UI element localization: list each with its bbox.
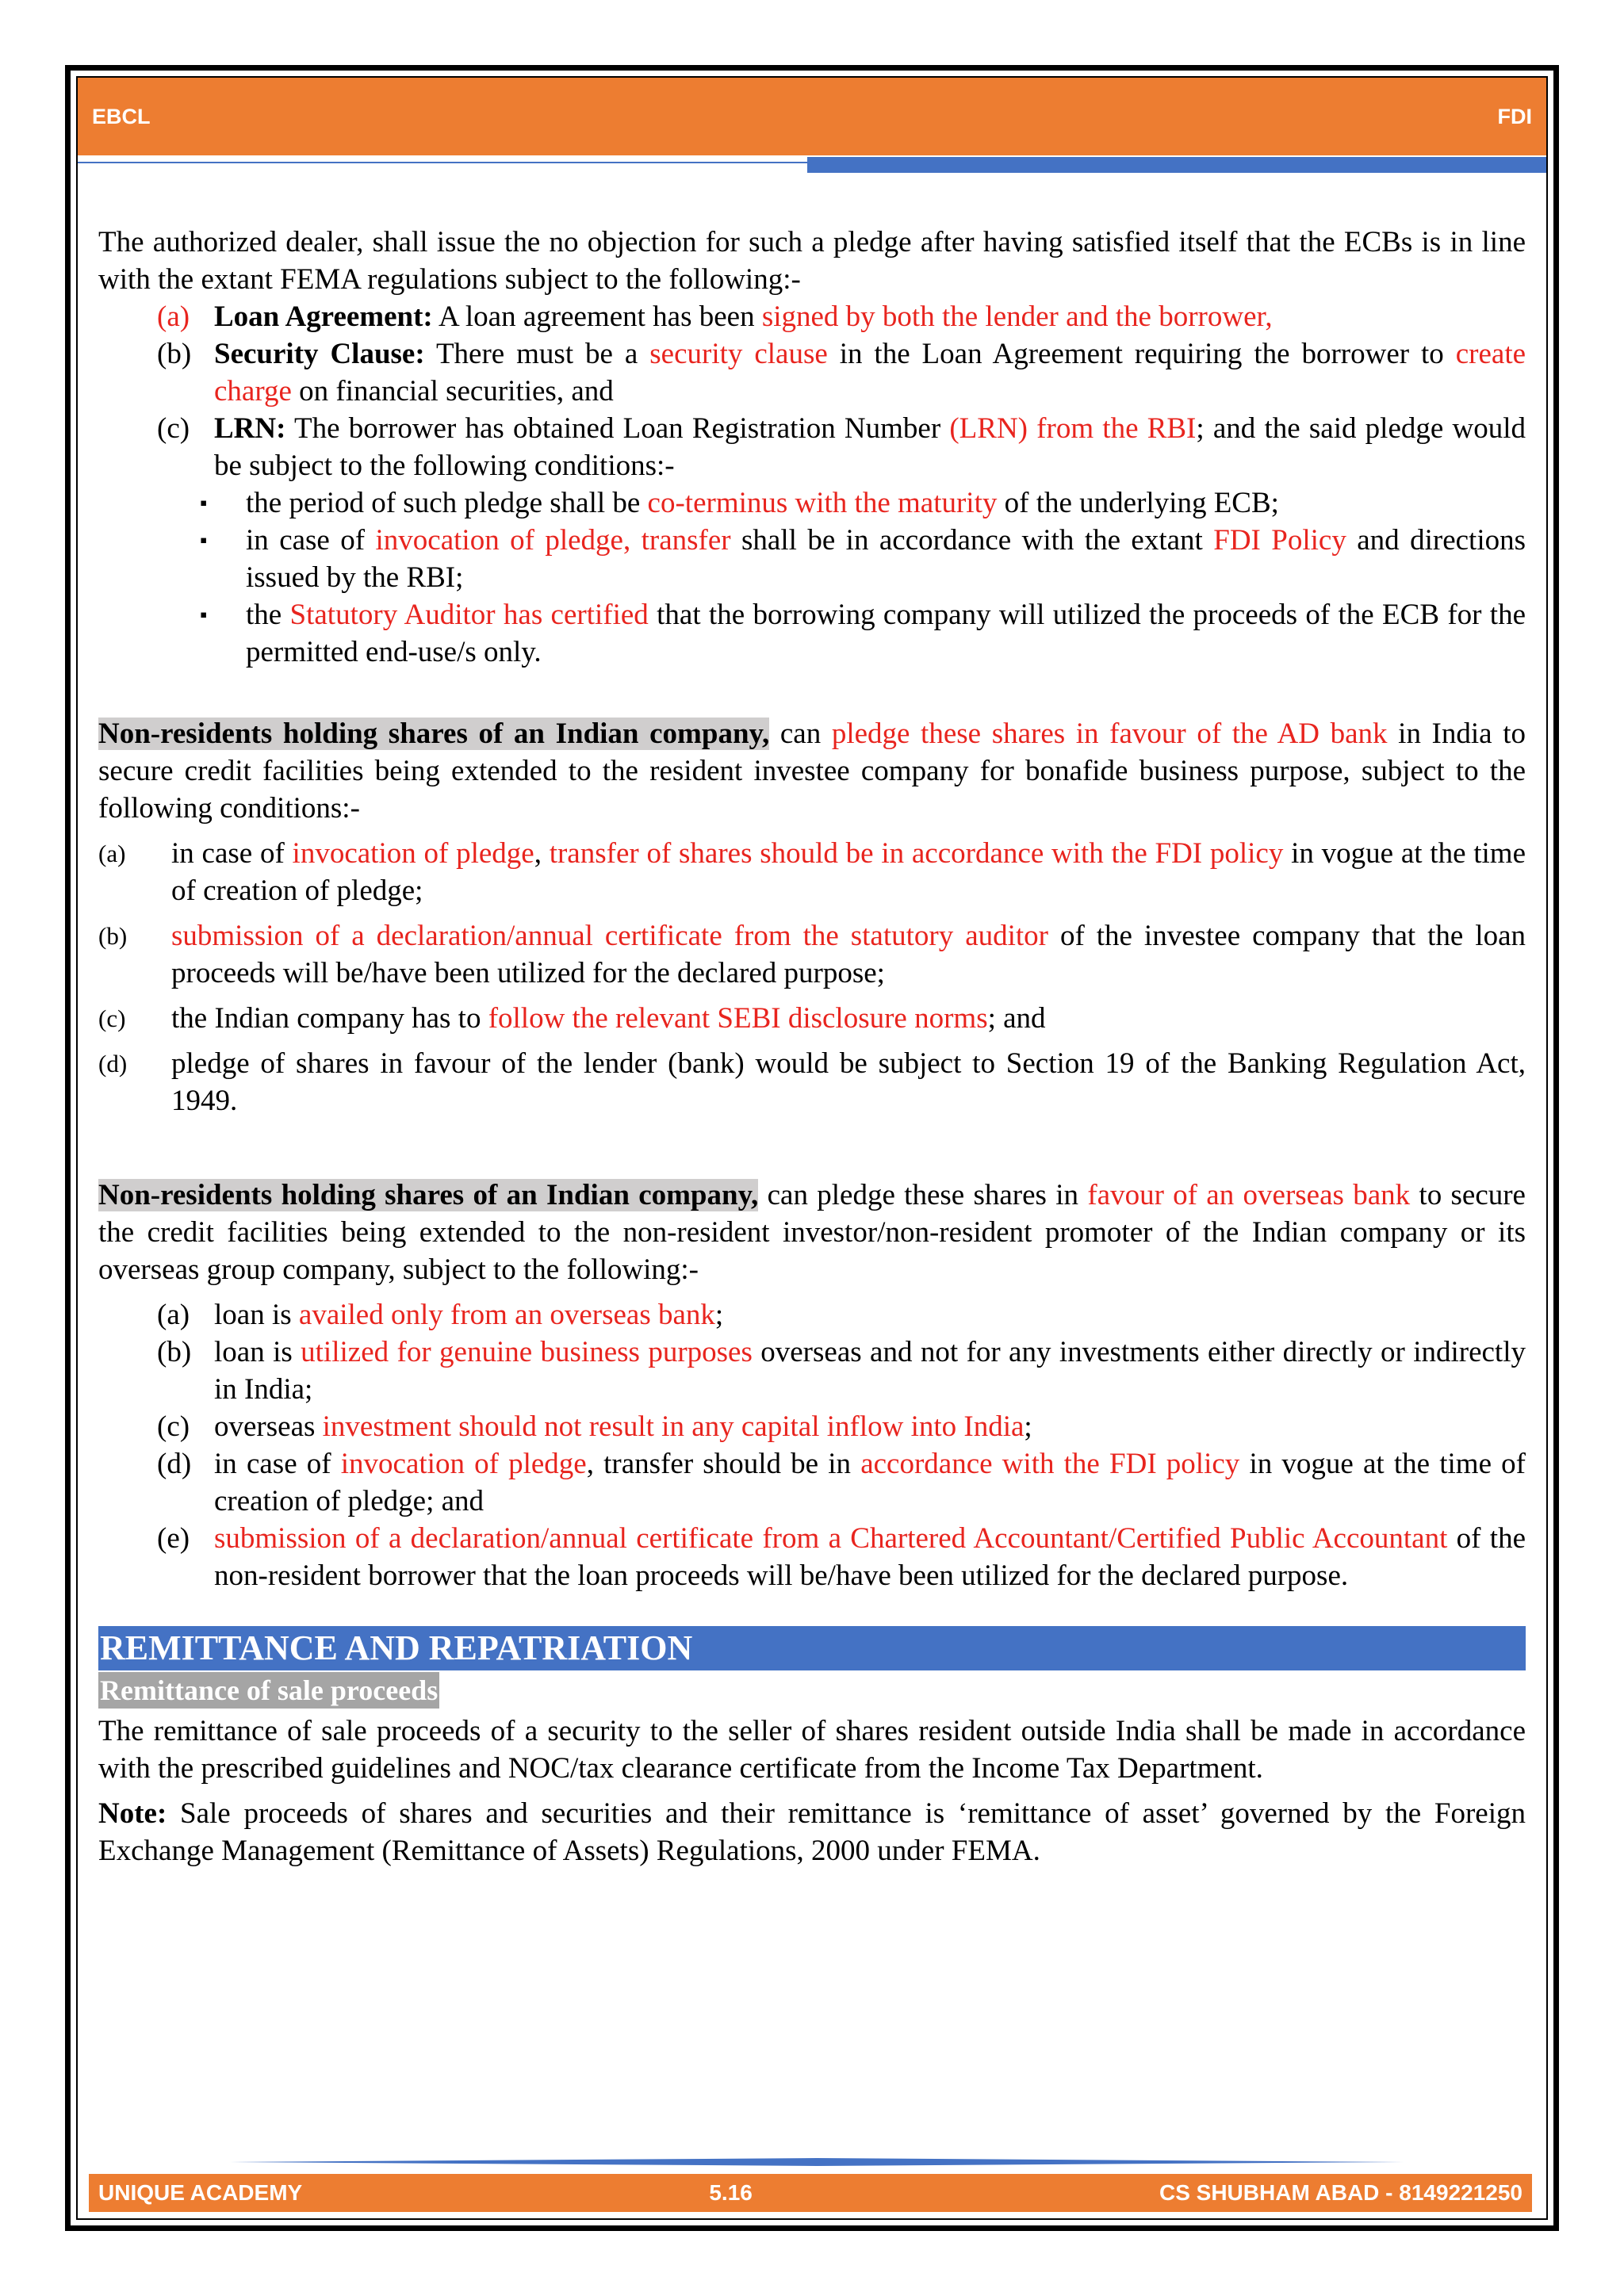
item-text: in vogue at the time of creation of pledge; [171,837,1526,907]
list-marker: (e) [157,1522,190,1555]
list-text [214,1520,1526,1594]
para-text: to secure the credit facilities being extended to the non-resident investor/non-resident promoter of the Indian company or its overseas group company, subject to the following:- [98,1179,1526,1286]
page-footer [89,2174,1532,2212]
item-text: There must be a [424,338,650,370]
item-text: ; [714,1299,724,1331]
item-text: the Indian company has to [171,1002,488,1035]
item-emphasis: submission of a declaration/annual certificate from the statutory auditor [171,920,1049,952]
note-label: Note: [98,1797,167,1830]
item-label: LRN: [214,412,286,445]
footer-left-label: UNIQUE ACADEMY [98,2180,303,2205]
sub-heading: Remittance of sale proceeds [98,1672,439,1709]
item-emphasis: utilized for genuine business purposes [301,1336,753,1368]
item-text: ; [1024,1410,1032,1443]
header-rule-left [78,157,807,163]
item-emphasis: accordance with the FDI policy [860,1448,1240,1480]
list-marker: (d) [157,1448,192,1480]
bullet-item [98,522,1526,596]
footer-rule [230,2158,1404,2166]
para-emphasis: favour of an overseas bank [1087,1179,1411,1211]
page-number: 5.16 [709,2180,753,2205]
item-text: loan is [214,1299,299,1331]
footer-right-label: CS SHUBHAM ABAD - 8149221250 [1159,2180,1522,2205]
list-marker: (b) [98,922,128,950]
item-emphasis: investment should not result in any capital inflow into India [322,1410,1025,1443]
item-emphasis: security clause [649,338,828,370]
list-item [98,1334,1526,1408]
list-marker: (c) [157,1410,190,1443]
list-item [98,1520,1526,1594]
list-text [214,410,1526,484]
list-marker: (c) [98,1004,126,1032]
item-text: the [246,599,290,631]
item-emphasis: invocation of pledge [340,1448,587,1480]
list-marker: (a) [98,840,126,867]
list-text [214,1445,1526,1520]
list-marker: (a) [157,300,190,333]
item-emphasis: signed by both the lender and the borrower, [761,300,1273,333]
page-header [78,78,1546,155]
list-text [171,835,1526,909]
list-item [98,1445,1526,1520]
item-text: in case of [214,1448,341,1480]
note-paragraph [98,1795,1526,1869]
pledge-overseas-bank-paragraph [98,1177,1526,1288]
list-marker: (b) [157,1336,192,1368]
para-emphasis: pledge these shares in favour of the AD bank [831,718,1388,750]
item-text: in case of [246,524,376,557]
pledge-ad-bank-paragraph [98,715,1526,827]
item-emphasis: submission of a declaration/annual certificate from a Chartered Accountant/Certified Public Accountant [214,1522,1448,1555]
list-item [98,1045,1526,1119]
item-text: A loan agreement has been [432,300,762,333]
item-emphasis: availed only from an overseas bank [298,1299,715,1331]
item-emphasis: invocation of pledge [292,837,534,870]
list-marker: (d) [98,1050,128,1077]
item-text: ; and [987,1002,1046,1035]
bullet-text [246,522,1526,596]
list-item [98,298,1526,335]
item-text: and directions issued by the RBI; [246,524,1526,594]
list-item [98,1296,1526,1334]
item-text: The borrower has obtained Loan Registration Number [285,412,950,445]
header-right-label: FDI [1497,104,1532,128]
item-text: loan is [214,1336,301,1368]
item-text: overseas [214,1410,323,1443]
item-emphasis: Statutory Auditor has certified [289,599,649,631]
list-text [214,1334,1526,1408]
list-text [171,1000,1526,1037]
list-item [98,917,1526,992]
list-text [214,1296,1526,1334]
item-text: the period of such pledge shall be [246,487,648,519]
list-item [98,1408,1526,1445]
para-text: in India to secure credit facilities being extended to the resident investee company for bonafide business purpose, subject to the following conditions:- [98,718,1526,825]
list-marker: (a) [157,1299,190,1331]
bullet-icon: ▪ [200,603,208,626]
list-text [214,298,1526,335]
item-text: that the borrowing company will utilized the proceeds of the ECB for the permitted end-use/s only. [246,599,1526,668]
item-text: , [534,837,550,870]
para-text: can pledge these shares in [758,1179,1088,1211]
bullet-item [98,596,1526,671]
list-item [98,335,1526,410]
list-text [214,1408,1526,1445]
item-emphasis: (LRN) from the RBI [949,412,1197,445]
item-label: Loan Agreement: [214,300,433,333]
intro-paragraph: The authorized dealer, shall issue the no objection for such a pledge after having satisfied itself that the ECBs is in line with the extant FEMA regulations subject to the following:- [98,226,1526,296]
list-text: pledge of shares in favour of the lender (bank) would be subject to Section 19 of the Banking Regulation Act, 1949. [171,1047,1526,1117]
para-text: can [769,718,832,750]
item-emphasis: FDI Policy [1213,524,1346,557]
item-emphasis: follow the relevant SEBI disclosure norms [488,1002,988,1035]
item-text: of the underlying ECB; [997,487,1279,519]
bullet-item [98,484,1526,522]
list-marker: (c) [157,412,190,445]
bullet-icon: ▪ [200,529,208,552]
item-text: of the non-resident borrower that the loan proceeds will be/have been utilized for the declared purpose. [214,1522,1526,1592]
item-label: Security Clause: [214,338,425,370]
list-text [214,335,1526,410]
item-emphasis: transfer of shares should be in accordance with the FDI policy [549,837,1284,870]
remittance-paragraph: The remittance of sale proceeds of a security to the seller of shares resident outside India shall be made in accordance with the prescribed guidelines and NOC/tax clearance certificate from the Income Tax Department. [98,1715,1526,1785]
item-text: shall be in accordance with the extant [730,524,1214,557]
list-marker: (b) [157,338,192,370]
note-text: Sale proceeds of shares and securities and their remittance is ‘remittance of asset’ governed by the Foreign Exchange Management (Remittance of Assets) Regulations, 2000 under FEMA. [98,1797,1526,1867]
header-left-label: EBCL [92,104,151,128]
list-item [98,410,1526,484]
item-text: in vogue at the time of creation of pledge; and [214,1448,1526,1517]
bullet-text [246,484,1526,522]
item-text: overseas and not for any investments either directly or indirectly in India; [214,1336,1526,1406]
section-title: REMITTANCE AND REPATRIATION [98,1626,1526,1670]
highlighted-heading: Non-residents holding shares of an Indian company, [98,718,770,750]
bullet-text [246,596,1526,671]
highlighted-heading: Non-residents holding shares of an Indian company, [98,1179,759,1211]
item-text: , transfer should be in [586,1448,861,1480]
list-item [98,1000,1526,1037]
list-item [98,835,1526,909]
page-content [98,224,1526,1869]
item-text: in the Loan Agreement requiring the borrower to [827,338,1456,370]
list-text [171,917,1526,992]
item-emphasis: co-terminus with the maturity [647,487,998,519]
item-text: on financial securities, and [291,375,614,408]
item-text: in case of [171,837,293,870]
header-rule-right [807,157,1546,173]
item-text: ; and the said pledge would be subject to the following conditions:- [214,412,1526,482]
item-emphasis: create charge [214,338,1526,408]
item-text: of the investee company that the loan proceeds will be/have been utilized for the declared purpose; [171,920,1526,989]
item-emphasis: invocation of pledge, transfer [375,524,731,557]
bullet-icon: ▪ [200,492,208,515]
